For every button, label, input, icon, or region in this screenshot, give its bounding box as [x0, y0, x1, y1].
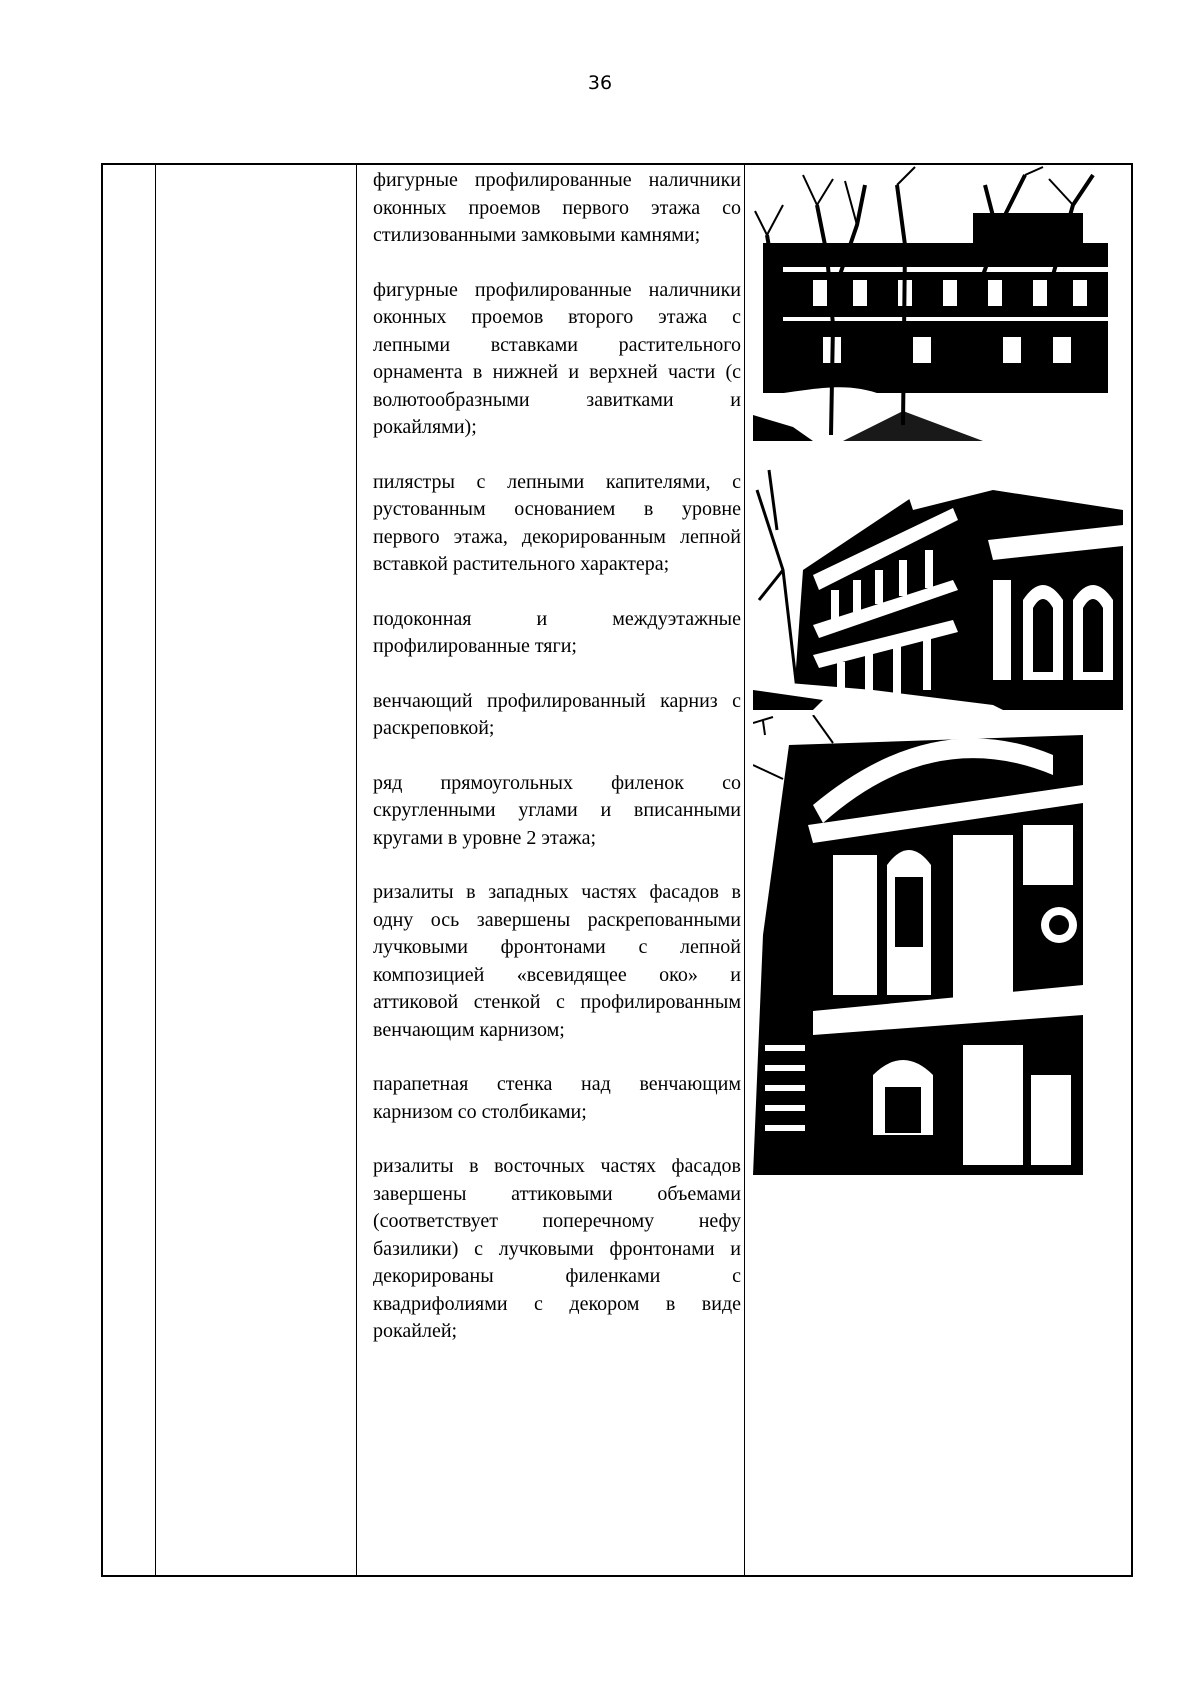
- features-list: [373, 167, 741, 1373]
- feature-item: ризалиты в западных частях фасадов в одну ось завершены раскрепованными лучковыми фронтонами с лепной композицией «всевидящее око» и аттиковой стенкой с профилированным венчающим карнизом;: [373, 881, 741, 1041]
- page-number: 36: [587, 72, 613, 94]
- description-table: [101, 163, 1133, 1577]
- column-divider-2: [356, 165, 357, 1575]
- column-divider-1: [155, 165, 156, 1575]
- building-corner-photo: [753, 450, 1123, 710]
- feature-item: ризалиты в восточных частях фасадов завершены аттиковыми объемами (соответствует поперечному нефу базилики) с лучковыми фронтонами и декорированы филенками с квадрифолиями с декором в виде рокайлей;: [373, 1155, 741, 1342]
- column-divider-3: [744, 165, 745, 1575]
- feature-item: ряд прямоугольных филенок со скругленными углами и вписанными кругами в уровне 2 этажа;: [373, 771, 741, 849]
- facade-winter-photo: [753, 165, 1123, 441]
- facade-closeup-photo: [753, 715, 1083, 1175]
- feature-item: фигурные профилированные наличники оконных проемов второго этажа с лепными вставками растительного орнамента в нижней и верхней части (с волютообразными завитками и рокайлями);: [373, 278, 741, 438]
- feature-item: парапетная стенка над венчающим карнизом со столбиками;: [373, 1073, 741, 1123]
- feature-item: фигурные профилированные наличники оконных проемов первого этажа со стилизованными замковыми камнями;: [373, 169, 741, 246]
- feature-item: венчающий профилированный карниз с раскреповкой;: [373, 689, 741, 739]
- feature-item: пилястры с лепными капителями, с рустованным основанием в уровне первого этажа, декорированным лепной вставкой растительного характера;: [373, 470, 741, 575]
- feature-item: подоконная и междуэтажные профилированные тяги;: [373, 607, 741, 657]
